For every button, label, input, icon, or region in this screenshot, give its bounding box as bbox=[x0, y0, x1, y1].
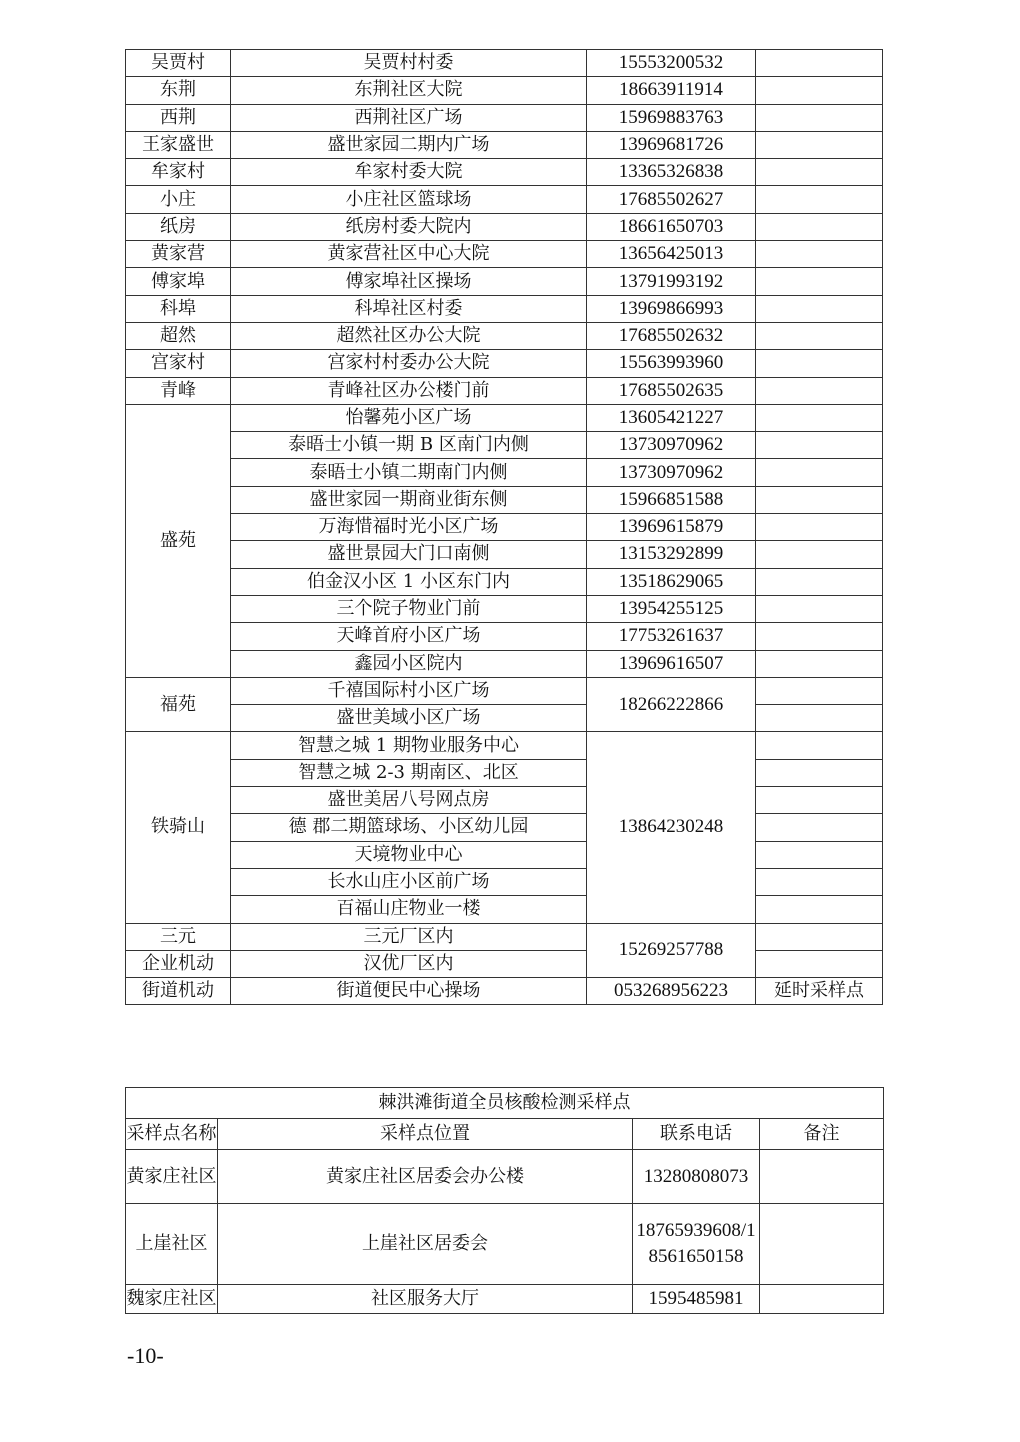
table-row bbox=[126, 159, 883, 186]
table-row bbox=[126, 131, 883, 158]
table-row bbox=[126, 1150, 884, 1204]
page-number: -10- bbox=[127, 1343, 164, 1368]
table-row bbox=[126, 295, 883, 322]
table-row bbox=[126, 950, 883, 977]
site-note bbox=[756, 404, 883, 431]
site-location: 智慧之城 1 期物业服务中心 bbox=[231, 732, 587, 759]
site-note bbox=[756, 896, 883, 923]
table-row bbox=[126, 432, 883, 459]
table-row bbox=[126, 459, 883, 486]
site-note bbox=[756, 322, 883, 349]
site-phone: 13730970962 bbox=[587, 432, 756, 459]
site-name: 超然 bbox=[126, 322, 231, 349]
site-phone: 13518629065 bbox=[587, 568, 756, 595]
site-note bbox=[756, 213, 883, 240]
site-location: 科埠社区村委 bbox=[231, 295, 587, 322]
site-note bbox=[756, 623, 883, 650]
site-note: 延时采样点 bbox=[756, 978, 883, 1005]
site-name: 宫家村 bbox=[126, 350, 231, 377]
site-name: 王家盛世 bbox=[126, 131, 231, 158]
site-location: 盛世家园一期商业街东侧 bbox=[231, 486, 587, 513]
site-location: 三元厂区内 bbox=[231, 923, 587, 950]
table-row bbox=[126, 213, 883, 240]
table-row bbox=[126, 486, 883, 513]
site-location: 盛世美域小区广场 bbox=[231, 705, 587, 732]
site-location: 百福山庄物业一楼 bbox=[231, 896, 587, 923]
site-location: 宫家村村委办公大院 bbox=[231, 350, 587, 377]
table-row bbox=[126, 77, 883, 104]
site-phone: 053268956223 bbox=[587, 978, 756, 1005]
site-note bbox=[756, 732, 883, 759]
site-phone: 13365326838 bbox=[587, 159, 756, 186]
site-location: 盛世景园大门口南侧 bbox=[231, 541, 587, 568]
community-name: 铁骑山 bbox=[126, 732, 231, 923]
table-row bbox=[126, 814, 883, 841]
header-phone: 联系电话 bbox=[633, 1119, 760, 1150]
table-title-row bbox=[126, 1088, 884, 1119]
site-location: 纸房村委大院内 bbox=[231, 213, 587, 240]
sampling-sites-table bbox=[125, 49, 883, 1005]
site-location: 汉优厂区内 bbox=[231, 950, 587, 977]
site-location: 万海惜福时光小区广场 bbox=[231, 514, 587, 541]
site-location: 天峰首府小区广场 bbox=[231, 623, 587, 650]
site-note bbox=[756, 241, 883, 268]
site-location: 东荆社区大院 bbox=[231, 77, 587, 104]
site-location: 千禧国际村小区广场 bbox=[231, 677, 587, 704]
site-phone: 13791993192 bbox=[587, 268, 756, 295]
table-row bbox=[126, 841, 883, 868]
site-note bbox=[756, 923, 883, 950]
site-location: 泰晤士小镇二期南门内侧 bbox=[231, 459, 587, 486]
site-name: 街道机动 bbox=[126, 978, 231, 1005]
community-name: 福苑 bbox=[126, 677, 231, 732]
site-name: 傅家埠 bbox=[126, 268, 231, 295]
table-row bbox=[126, 350, 883, 377]
site-note bbox=[756, 295, 883, 322]
site-note bbox=[756, 159, 883, 186]
table-row bbox=[126, 514, 883, 541]
jihongtan-sampling-table bbox=[125, 1087, 884, 1314]
site-phone: 13969866993 bbox=[587, 295, 756, 322]
site-note bbox=[756, 432, 883, 459]
table-row bbox=[126, 268, 883, 295]
site-location: 泰晤士小镇一期 B 区南门内侧 bbox=[231, 432, 587, 459]
table-row bbox=[126, 677, 883, 704]
table-row bbox=[126, 732, 883, 759]
site-location: 怡馨苑小区广场 bbox=[231, 404, 587, 431]
site-location: 黄家营社区中心大院 bbox=[231, 241, 587, 268]
table-row bbox=[126, 1204, 884, 1285]
site-phone: 13656425013 bbox=[587, 241, 756, 268]
site-phone: 15969883763 bbox=[587, 104, 756, 131]
site-name: 青峰 bbox=[126, 377, 231, 404]
site-note bbox=[756, 787, 883, 814]
site-phone: 1595485981 bbox=[633, 1285, 760, 1314]
site-phone: 15966851588 bbox=[587, 486, 756, 513]
site-name: 黄家庄社区 bbox=[126, 1150, 218, 1204]
site-phone: 13153292899 bbox=[587, 541, 756, 568]
site-note bbox=[756, 705, 883, 732]
header-location: 采样点位置 bbox=[218, 1119, 633, 1150]
site-note bbox=[756, 650, 883, 677]
site-phone: 17685502632 bbox=[587, 322, 756, 349]
site-name: 三元 bbox=[126, 923, 231, 950]
site-name: 科埠 bbox=[126, 295, 231, 322]
site-phone: 18765939608/18561650158 bbox=[633, 1204, 760, 1285]
table-row bbox=[126, 923, 883, 950]
table-row bbox=[126, 568, 883, 595]
site-phone: 15563993960 bbox=[587, 350, 756, 377]
table-row bbox=[126, 404, 883, 431]
site-name: 吴贾村 bbox=[126, 50, 231, 77]
site-location: 小庄社区篮球场 bbox=[231, 186, 587, 213]
site-note bbox=[756, 759, 883, 786]
site-location: 傅家埠社区操场 bbox=[231, 268, 587, 295]
site-phone: 17685502635 bbox=[587, 377, 756, 404]
site-note bbox=[756, 377, 883, 404]
site-note bbox=[760, 1150, 884, 1204]
site-phone: 13969615879 bbox=[587, 514, 756, 541]
table-row bbox=[126, 705, 883, 732]
site-note bbox=[756, 486, 883, 513]
site-note bbox=[760, 1285, 884, 1314]
site-phone: 13969616507 bbox=[587, 650, 756, 677]
table-row bbox=[126, 623, 883, 650]
site-note bbox=[756, 77, 883, 104]
site-note bbox=[756, 459, 883, 486]
table-row bbox=[126, 868, 883, 895]
site-note bbox=[756, 186, 883, 213]
table-row bbox=[126, 377, 883, 404]
site-location: 超然社区办公大院 bbox=[231, 322, 587, 349]
site-name: 西荆 bbox=[126, 104, 231, 131]
site-phone: 15553200532 bbox=[587, 50, 756, 77]
site-note bbox=[756, 950, 883, 977]
site-name: 魏家庄社区 bbox=[126, 1285, 218, 1314]
site-phone: 13969681726 bbox=[587, 131, 756, 158]
table-row bbox=[126, 1285, 884, 1314]
site-location: 吴贾村村委 bbox=[231, 50, 587, 77]
site-location: 盛世美居八号网点房 bbox=[231, 787, 587, 814]
site-note bbox=[756, 868, 883, 895]
site-note bbox=[756, 841, 883, 868]
community-name: 盛苑 bbox=[126, 404, 231, 677]
site-name: 牟家村 bbox=[126, 159, 231, 186]
site-location: 上崖社区居委会 bbox=[218, 1204, 633, 1285]
site-phone: 13954255125 bbox=[587, 595, 756, 622]
site-phone: 18661650703 bbox=[587, 213, 756, 240]
site-location: 伯金汉小区 1 小区东门内 bbox=[231, 568, 587, 595]
site-location: 鑫园小区院内 bbox=[231, 650, 587, 677]
header-name: 采样点名称 bbox=[126, 1119, 218, 1150]
site-location: 街道便民中心操场 bbox=[231, 978, 587, 1005]
sampling-sites-table-body bbox=[126, 50, 883, 1005]
site-location: 长水山庄小区前广场 bbox=[231, 868, 587, 895]
site-note bbox=[756, 814, 883, 841]
site-location: 黄家庄社区居委会办公楼 bbox=[218, 1150, 633, 1204]
site-phone: 13730970962 bbox=[587, 459, 756, 486]
site-phone: 13864230248 bbox=[587, 732, 756, 923]
site-name: 纸房 bbox=[126, 213, 231, 240]
site-location: 盛世家园二期内广场 bbox=[231, 131, 587, 158]
header-note: 备注 bbox=[760, 1119, 884, 1150]
table-title: 棘洪滩街道全员核酸检测采样点 bbox=[126, 1088, 884, 1119]
site-note bbox=[760, 1204, 884, 1285]
site-location: 三个院子物业门前 bbox=[231, 595, 587, 622]
site-note bbox=[756, 50, 883, 77]
site-note bbox=[756, 595, 883, 622]
table-row bbox=[126, 50, 883, 77]
site-note bbox=[756, 568, 883, 595]
site-name: 企业机动 bbox=[126, 950, 231, 977]
table-row bbox=[126, 650, 883, 677]
table-row bbox=[126, 896, 883, 923]
site-name: 黄家营 bbox=[126, 241, 231, 268]
site-note bbox=[756, 677, 883, 704]
site-location: 天境物业中心 bbox=[231, 841, 587, 868]
site-phone: 17753261637 bbox=[587, 623, 756, 650]
table-row bbox=[126, 541, 883, 568]
table-header-row bbox=[126, 1119, 884, 1150]
site-name: 上崖社区 bbox=[126, 1204, 218, 1285]
site-phone: 17685502627 bbox=[587, 186, 756, 213]
site-name: 东荆 bbox=[126, 77, 231, 104]
site-location: 德 郡二期篮球场、小区幼儿园 bbox=[231, 814, 587, 841]
site-phone: 15269257788 bbox=[587, 923, 756, 978]
site-note bbox=[756, 541, 883, 568]
site-location: 西荆社区广场 bbox=[231, 104, 587, 131]
table-row bbox=[126, 322, 883, 349]
site-location: 智慧之城 2-3 期南区、北区 bbox=[231, 759, 587, 786]
table-row bbox=[126, 595, 883, 622]
site-location: 青峰社区办公楼门前 bbox=[231, 377, 587, 404]
site-note bbox=[756, 350, 883, 377]
site-phone: 13605421227 bbox=[587, 404, 756, 431]
table-row bbox=[126, 104, 883, 131]
site-note bbox=[756, 104, 883, 131]
table-row bbox=[126, 787, 883, 814]
table-row bbox=[126, 186, 883, 213]
site-note bbox=[756, 268, 883, 295]
site-location: 牟家村委大院 bbox=[231, 159, 587, 186]
site-phone: 18266222866 bbox=[587, 677, 756, 732]
site-phone: 18663911914 bbox=[587, 77, 756, 104]
table-row bbox=[126, 978, 883, 1005]
table-row bbox=[126, 759, 883, 786]
site-note bbox=[756, 131, 883, 158]
table-row bbox=[126, 241, 883, 268]
site-name: 小庄 bbox=[126, 186, 231, 213]
site-note bbox=[756, 514, 883, 541]
site-location: 社区服务大厅 bbox=[218, 1285, 633, 1314]
site-phone: 13280808073 bbox=[633, 1150, 760, 1204]
